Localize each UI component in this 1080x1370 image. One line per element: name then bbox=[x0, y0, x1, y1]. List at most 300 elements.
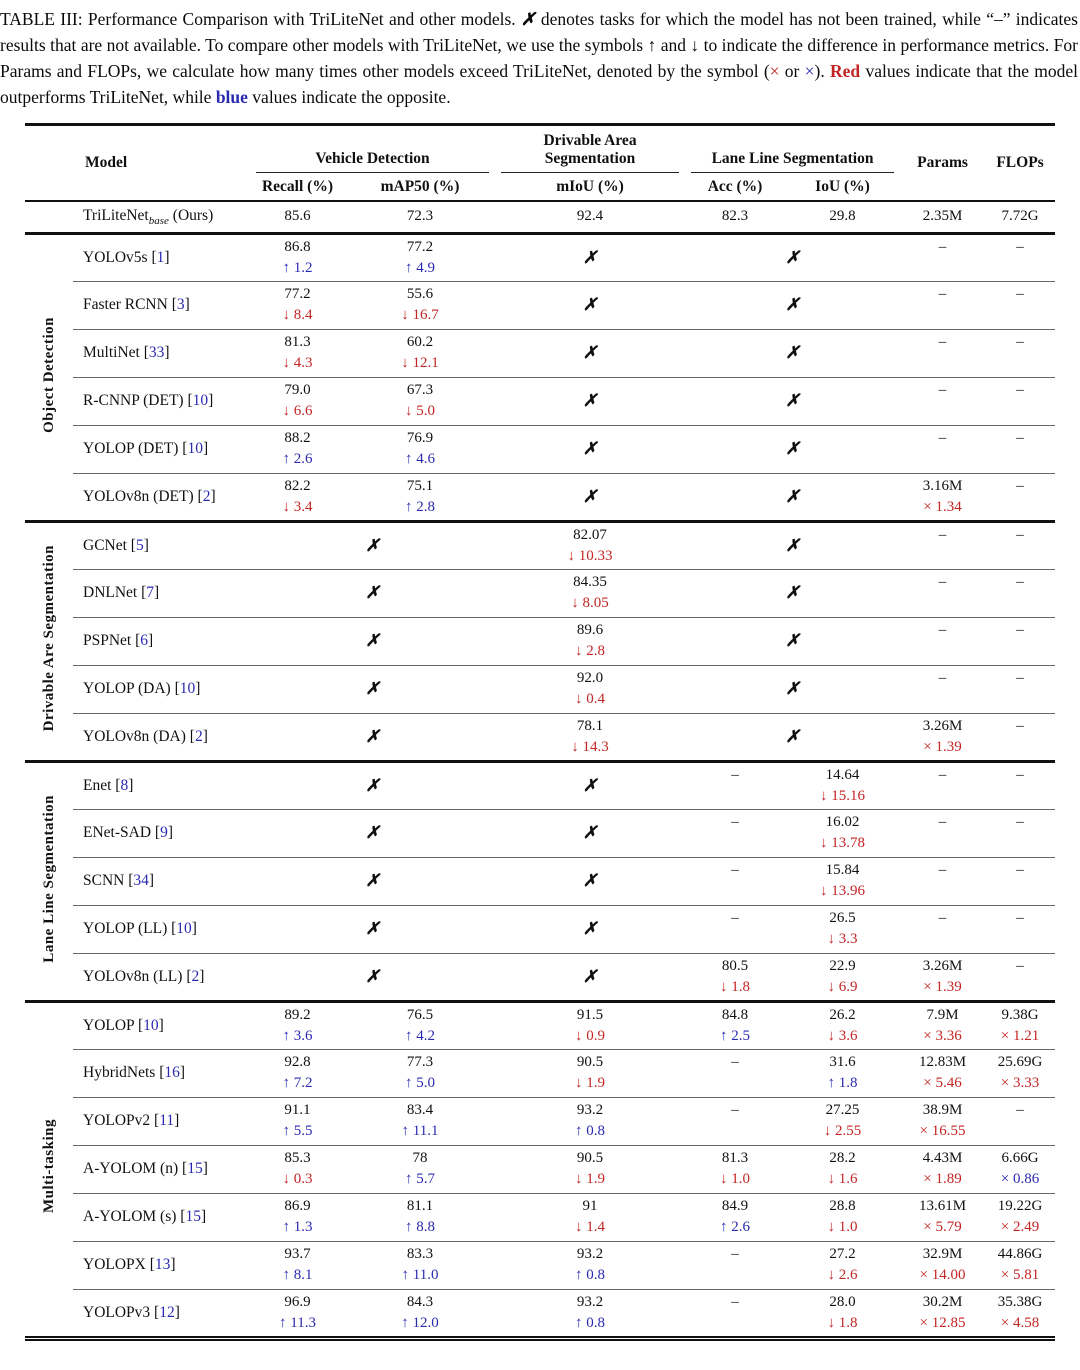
citation-ref: 5 bbox=[135, 536, 144, 554]
metric-value: 93.7 bbox=[284, 1246, 311, 1262]
col-header-miou: mIoU (%) bbox=[556, 177, 624, 195]
metric-value: 82.07 bbox=[573, 526, 607, 543]
metric-cell bbox=[985, 425, 1055, 473]
metric-value: 25.69G bbox=[997, 1054, 1043, 1070]
model-name: GCNet bbox=[83, 536, 127, 554]
not-trained-mark: ✗ bbox=[365, 823, 380, 842]
col-header-flops: FLOPs bbox=[996, 154, 1044, 171]
metric-cell bbox=[495, 569, 685, 617]
col-header-model: Model bbox=[85, 154, 128, 171]
model-name: A-YOLOM (n) bbox=[83, 1160, 179, 1177]
citation-ref: 2 bbox=[202, 487, 211, 505]
model-name-cell: YOLOP [10] bbox=[83, 1016, 164, 1034]
metric-cell bbox=[495, 665, 685, 713]
metric-cell bbox=[900, 953, 985, 1001]
model-name: YOLOPv2 bbox=[83, 1112, 151, 1129]
metric-value: 3.26M bbox=[922, 717, 963, 734]
metric-value: 85.3 bbox=[284, 1150, 311, 1166]
metric-cell bbox=[345, 425, 495, 473]
metric-diff: ↑ 2.6 bbox=[282, 451, 313, 467]
metric-cell bbox=[900, 377, 985, 425]
metric-value: – bbox=[938, 622, 947, 638]
row-group-label bbox=[25, 761, 73, 1001]
metric-cell bbox=[985, 1145, 1055, 1193]
metric-diff: ↑ 11.0 bbox=[401, 1267, 439, 1283]
metric-diff: ↓ 15.16 bbox=[820, 787, 866, 804]
row-group-label-text: Drivable Are Segmentation bbox=[40, 545, 57, 732]
metric-value: 78 bbox=[412, 1150, 428, 1166]
caption-segment: denotes tasks for which the model has not been trained, while “–” indicates results that are not available. To compare other models with TriLiteNet, we use the symbols ↑ and ↓ to indicate the difference in performance metrics. For Params and FLOPs, we calculate how many times other models exceed TriLiteNet, denoted by the symbol ( bbox=[0, 9, 1078, 81]
metric-value: – bbox=[1016, 430, 1024, 446]
table-row bbox=[25, 713, 1055, 761]
metric-cell bbox=[785, 857, 900, 905]
model-name-cell: A-YOLOM (s) [15] bbox=[83, 1208, 207, 1225]
metric-value: 84.8 bbox=[721, 1006, 749, 1023]
metric-cell bbox=[985, 1097, 1055, 1145]
table-row bbox=[25, 809, 1055, 857]
row-group-label bbox=[25, 233, 73, 521]
metric-cell bbox=[900, 201, 985, 233]
model-name-cell: YOLOv8n (DET) [2] bbox=[83, 487, 216, 505]
metric-value: 90.5 bbox=[576, 1054, 604, 1070]
row-group-label bbox=[25, 201, 73, 233]
metric-value: 9.38G bbox=[1001, 1006, 1039, 1023]
metric-cell bbox=[495, 617, 685, 665]
metric-cell bbox=[495, 1001, 685, 1049]
not-trained-mark: ✗ bbox=[365, 583, 380, 602]
table-row bbox=[25, 953, 1055, 1001]
metric-value: 3.26M bbox=[922, 957, 963, 974]
not-trained-mark: ✗ bbox=[365, 871, 380, 890]
citation-ref: 1 bbox=[156, 248, 165, 266]
metric-value: 85.6 bbox=[284, 208, 311, 225]
metric-diff: × 3.36 bbox=[923, 1027, 962, 1044]
citation-ref: 34 bbox=[133, 872, 149, 889]
citation-ref: 3 bbox=[176, 296, 185, 313]
table-row bbox=[25, 1193, 1055, 1241]
metric-value: – bbox=[731, 1246, 739, 1262]
metric-diff: ↓ 12.1 bbox=[401, 355, 439, 371]
metric-cell bbox=[785, 1193, 900, 1241]
metric-value: – bbox=[731, 910, 739, 926]
table-header bbox=[25, 125, 1055, 202]
metric-cell bbox=[985, 1001, 1055, 1049]
model-name-cell: A-YOLOM (n) [15] bbox=[83, 1160, 208, 1177]
metric-cell bbox=[785, 905, 900, 953]
metric-cell bbox=[985, 953, 1055, 1001]
metric-value: 84.3 bbox=[406, 1293, 434, 1310]
metric-value: 28.8 bbox=[829, 1198, 856, 1214]
table-row bbox=[25, 905, 1055, 953]
metric-diff: ↓ 1.9 bbox=[575, 1075, 606, 1091]
metric-value: – bbox=[731, 1293, 739, 1310]
metric-value: 92.8 bbox=[284, 1054, 311, 1070]
table-row bbox=[25, 1001, 1055, 1049]
metric-diff: × 12.85 bbox=[919, 1314, 966, 1331]
metric-cell bbox=[250, 201, 345, 233]
metric-diff: ↓ 6.6 bbox=[282, 403, 313, 419]
metric-value: – bbox=[938, 334, 947, 350]
metric-value: 92.4 bbox=[576, 208, 604, 225]
metric-value: – bbox=[731, 766, 739, 783]
metric-cell bbox=[345, 377, 495, 425]
citation-ref: 10 bbox=[187, 440, 203, 457]
model-name-cell: HybridNets [16] bbox=[83, 1064, 186, 1081]
not-trained-mark: ✗ bbox=[582, 247, 598, 267]
metric-diff: ↓ 1.8 bbox=[720, 978, 751, 995]
metric-diff: ↓ 1.4 bbox=[575, 1219, 606, 1235]
model-name: Enet bbox=[83, 776, 112, 794]
metric-value: 89.2 bbox=[284, 1006, 311, 1023]
performance-table-wrap bbox=[25, 123, 1080, 1341]
metric-cell bbox=[250, 1097, 345, 1145]
metric-value: 14.64 bbox=[825, 766, 860, 783]
metric-cell bbox=[985, 1289, 1055, 1338]
table-row bbox=[25, 473, 1055, 521]
metric-diff: ↑ 11.3 bbox=[279, 1314, 316, 1331]
metric-cell bbox=[685, 1193, 785, 1241]
model-name: PSPNet bbox=[83, 632, 132, 649]
metric-cell bbox=[495, 201, 685, 233]
metric-cell bbox=[250, 233, 345, 281]
metric-cell bbox=[985, 233, 1055, 281]
not-trained-mark: ✗ bbox=[582, 343, 598, 362]
metric-diff: ↓ 6.9 bbox=[827, 978, 858, 995]
table-row bbox=[25, 1289, 1055, 1338]
metric-value: 76.9 bbox=[406, 430, 434, 446]
metric-diff: ↑ 8.1 bbox=[282, 1267, 313, 1283]
model-name: YOLOPv3 bbox=[83, 1303, 151, 1321]
col-group-vehicle-detection: Vehicle Detection bbox=[250, 125, 495, 174]
model-name-cell: R-CNNP (DET) [10] bbox=[83, 392, 214, 409]
metric-cell bbox=[495, 1241, 685, 1289]
model-name: A-YOLOM (s) bbox=[83, 1208, 177, 1225]
not-trained-mark: ✗ bbox=[785, 726, 800, 746]
metric-diff: ↑ 12.0 bbox=[401, 1314, 439, 1331]
table-row bbox=[25, 201, 1055, 233]
metric-cell bbox=[785, 1289, 900, 1338]
not-trained-mark: ✗ bbox=[365, 535, 380, 555]
metric-cell bbox=[345, 473, 495, 521]
metric-diff: ↓ 3.6 bbox=[827, 1027, 858, 1044]
metric-diff: ↓ 13.78 bbox=[820, 835, 866, 851]
metric-cell bbox=[685, 1049, 785, 1097]
metric-value: 86.9 bbox=[284, 1198, 311, 1214]
col-header-map50: mAP50 (%) bbox=[380, 177, 460, 195]
not-trained-mark: ✗ bbox=[785, 535, 800, 555]
table-row bbox=[25, 617, 1055, 665]
citation-ref: 7 bbox=[146, 584, 155, 601]
metric-diff: ↓ 1.9 bbox=[575, 1171, 606, 1187]
metric-cell bbox=[900, 1289, 985, 1338]
model-name: HybridNets bbox=[83, 1064, 156, 1081]
metric-cell bbox=[685, 1097, 785, 1145]
metric-value: 19.22G bbox=[997, 1198, 1043, 1214]
metric-cell bbox=[685, 905, 785, 953]
not-trained-mark: ✗ bbox=[582, 775, 598, 795]
not-trained-mark: ✗ bbox=[365, 631, 380, 650]
metric-diff: × 2.49 bbox=[1000, 1219, 1040, 1235]
citation-ref: 16 bbox=[164, 1064, 180, 1081]
caption-segment: values indicate that the model outperforms TriLiteNet, while bbox=[0, 61, 1079, 107]
metric-value: – bbox=[1016, 670, 1024, 686]
metric-cell bbox=[900, 761, 985, 809]
row-group-label-text: Lane Line Segmentation bbox=[40, 794, 57, 963]
metric-cell bbox=[900, 713, 985, 761]
citation-ref: 33 bbox=[148, 344, 165, 361]
metric-cell bbox=[495, 1289, 685, 1338]
metric-cell bbox=[345, 1097, 495, 1145]
metric-cell bbox=[495, 1145, 685, 1193]
metric-value: 7.9M bbox=[926, 1006, 959, 1023]
metric-cell bbox=[900, 665, 985, 713]
metric-cell bbox=[345, 1001, 495, 1049]
col-header-iou: IoU (%) bbox=[815, 177, 870, 195]
metric-value: – bbox=[731, 814, 739, 830]
model-name-cell: GCNet [5] bbox=[83, 536, 149, 554]
metric-cell bbox=[985, 1193, 1055, 1241]
model-name: SCNN bbox=[83, 872, 125, 889]
not-trained-mark: ✗ bbox=[785, 439, 800, 458]
metric-cell bbox=[985, 521, 1055, 569]
metric-value: 81.1 bbox=[406, 1198, 434, 1214]
table-row bbox=[25, 521, 1055, 569]
col-header-recall: Recall (%) bbox=[261, 177, 333, 195]
metric-diff: ↑ 5.0 bbox=[405, 1075, 435, 1091]
metric-cell bbox=[985, 201, 1055, 233]
metric-value: – bbox=[1016, 957, 1024, 974]
metric-cell bbox=[250, 1145, 345, 1193]
model-name: YOLOv5s bbox=[83, 248, 148, 266]
metric-value: 84.35 bbox=[573, 574, 607, 590]
metric-value: 93.2 bbox=[576, 1102, 604, 1118]
model-name: TriLiteNet bbox=[83, 206, 149, 224]
metric-cell bbox=[250, 1049, 345, 1097]
not-trained-mark: ✗ bbox=[785, 583, 800, 602]
citation-ref: 15 bbox=[187, 1160, 203, 1177]
metric-diff: ↑ 1.2 bbox=[282, 259, 313, 276]
metric-value: 16.02 bbox=[825, 814, 860, 830]
metric-cell bbox=[900, 425, 985, 473]
metric-cell bbox=[900, 473, 985, 521]
metric-value: 38.9M bbox=[922, 1102, 963, 1118]
metric-value: 7.72G bbox=[1001, 208, 1039, 225]
metric-cell bbox=[785, 1145, 900, 1193]
metric-value: – bbox=[938, 526, 947, 543]
metric-cell bbox=[900, 569, 985, 617]
citation-ref: 10 bbox=[176, 920, 192, 937]
metric-cell bbox=[685, 761, 785, 809]
metric-diff: ↑ 5.7 bbox=[405, 1171, 435, 1187]
not-trained-mark: ✗ bbox=[582, 486, 598, 506]
metric-diff: ↑ 4.2 bbox=[405, 1027, 435, 1044]
metric-diff: ↓ 16.7 bbox=[401, 307, 439, 323]
model-name: YOLOP (DET) bbox=[83, 440, 179, 457]
model-name: YOLOv8n (DA) bbox=[83, 727, 186, 745]
metric-cell bbox=[345, 329, 495, 377]
metric-diff: × 1.21 bbox=[1000, 1027, 1040, 1044]
metric-cell bbox=[900, 1097, 985, 1145]
row-group-label-text: Multi-tasking bbox=[40, 1119, 57, 1214]
metric-value: 81.3 bbox=[284, 334, 311, 350]
metric-cell bbox=[900, 905, 985, 953]
metric-cell bbox=[345, 1241, 495, 1289]
metric-value: 22.9 bbox=[829, 957, 856, 974]
metric-value: 79.0 bbox=[284, 382, 311, 398]
performance-comparison-table bbox=[25, 123, 1055, 1341]
table-row bbox=[25, 1049, 1055, 1097]
metric-diff: ↑ 4.9 bbox=[405, 259, 435, 276]
metric-cell bbox=[785, 201, 900, 233]
metric-value: 78.1 bbox=[576, 717, 604, 734]
table-row bbox=[25, 857, 1055, 905]
metric-cell bbox=[250, 1193, 345, 1241]
metric-value: – bbox=[1016, 1102, 1024, 1118]
metric-value: 55.6 bbox=[406, 286, 434, 302]
metric-cell bbox=[900, 1241, 985, 1289]
citation-ref: 9 bbox=[160, 824, 168, 841]
model-name-cell: TriLiteNet$_{base}$ (Ours) bbox=[83, 206, 214, 227]
metric-value: – bbox=[938, 238, 947, 255]
metric-cell bbox=[250, 329, 345, 377]
col-group-drivable-area-segmentation: Drivable Area Segmentation bbox=[495, 125, 685, 174]
caption-segment: Red bbox=[830, 61, 861, 81]
model-name: YOLOP (DA) bbox=[83, 680, 171, 697]
citation-ref: 15 bbox=[185, 1208, 201, 1225]
caption-segment: × bbox=[769, 61, 780, 81]
not-trained-mark: ✗ bbox=[365, 679, 380, 698]
metric-value: 12.83M bbox=[918, 1054, 967, 1070]
not-trained-mark: ✗ bbox=[582, 823, 598, 842]
metric-value: 77.2 bbox=[284, 286, 311, 302]
metric-cell bbox=[345, 201, 495, 233]
metric-value: – bbox=[938, 766, 947, 783]
metric-diff: ↑ 3.6 bbox=[282, 1027, 313, 1044]
metric-cell bbox=[685, 1289, 785, 1338]
metric-value: 6.66G bbox=[1001, 1150, 1039, 1166]
metric-cell bbox=[250, 425, 345, 473]
metric-cell bbox=[785, 953, 900, 1001]
metric-value: 96.9 bbox=[284, 1293, 311, 1310]
table-row bbox=[25, 1241, 1055, 1289]
model-name-cell: YOLOPX [13] bbox=[83, 1256, 176, 1273]
metric-diff: ↓ 0.3 bbox=[282, 1171, 313, 1187]
metric-cell bbox=[685, 809, 785, 857]
metric-value: – bbox=[1016, 766, 1024, 783]
metric-diff: ↑ 1.3 bbox=[282, 1219, 313, 1235]
metric-value: – bbox=[1016, 238, 1024, 255]
not-trained-mark: ✗ bbox=[785, 343, 800, 362]
metric-cell bbox=[985, 665, 1055, 713]
metric-cell bbox=[785, 1001, 900, 1049]
metric-cell bbox=[495, 1097, 685, 1145]
model-name: YOLOPX bbox=[83, 1256, 146, 1273]
caption-segment: values indicate the opposite. bbox=[247, 87, 451, 107]
metric-value: – bbox=[1016, 910, 1024, 926]
model-name-cell: MultiNet [33] bbox=[83, 344, 170, 361]
metric-value: – bbox=[1016, 814, 1024, 830]
metric-cell bbox=[495, 1193, 685, 1241]
metric-cell bbox=[985, 1049, 1055, 1097]
metric-value: 89.6 bbox=[576, 622, 604, 638]
metric-value: 31.6 bbox=[829, 1054, 856, 1070]
citation-ref: 12 bbox=[159, 1303, 175, 1321]
model-name-cell: YOLOP (DA) [10] bbox=[83, 680, 201, 697]
model-name-cell: YOLOPv2 [11] bbox=[83, 1112, 180, 1129]
metric-cell bbox=[900, 1049, 985, 1097]
metric-diff: ↑ 0.8 bbox=[575, 1267, 606, 1283]
metric-value: 28.2 bbox=[829, 1150, 856, 1166]
model-name-cell: PSPNet [6] bbox=[83, 632, 154, 649]
metric-cell bbox=[345, 281, 495, 329]
metric-cell bbox=[250, 1289, 345, 1338]
metric-cell bbox=[345, 1193, 495, 1241]
metric-diff: ↓ 0.4 bbox=[575, 691, 606, 707]
metric-value: – bbox=[1016, 334, 1024, 350]
metric-value: 29.8 bbox=[829, 208, 856, 225]
not-trained-mark: ✗ bbox=[785, 295, 800, 314]
metric-value: 2.35M bbox=[922, 208, 963, 225]
model-name: ENet-SAD bbox=[83, 824, 152, 841]
metric-cell bbox=[685, 1145, 785, 1193]
model-name-cell: YOLOP (LL) [10] bbox=[83, 920, 197, 937]
metric-value: 28.0 bbox=[829, 1293, 856, 1310]
model-name-cell: YOLOPv3 [12] bbox=[83, 1303, 180, 1321]
metric-value: 86.8 bbox=[284, 238, 311, 255]
metric-value: 92.0 bbox=[576, 670, 604, 686]
metric-value: 72.3 bbox=[406, 208, 434, 225]
model-name-cell: SCNN [34] bbox=[83, 872, 155, 889]
citation-ref: 6 bbox=[140, 632, 149, 649]
metric-cell bbox=[785, 1241, 900, 1289]
model-name-cell: ENet-SAD [9] bbox=[83, 824, 173, 841]
metric-cell bbox=[685, 201, 785, 233]
metric-diff: ↑ 5.5 bbox=[282, 1123, 313, 1139]
row-group-label bbox=[25, 521, 73, 761]
not-trained-mark: ✗ bbox=[785, 679, 800, 698]
metric-value: – bbox=[938, 670, 947, 686]
metric-diff: ↓ 0.9 bbox=[575, 1027, 606, 1044]
metric-diff: ↑ 8.8 bbox=[405, 1219, 435, 1235]
model-name-cell: Enet [8] bbox=[83, 776, 134, 794]
metric-diff: × 1.89 bbox=[923, 1171, 962, 1187]
metric-cell bbox=[900, 233, 985, 281]
citation-ref: 2 bbox=[194, 727, 203, 745]
table-row bbox=[25, 233, 1055, 281]
metric-cell bbox=[250, 1001, 345, 1049]
model-name: YOLOv8n (LL) bbox=[83, 967, 183, 985]
metric-cell bbox=[900, 1145, 985, 1193]
metric-cell bbox=[345, 1049, 495, 1097]
table-caption bbox=[0, 0, 1080, 110]
metric-value: 77.3 bbox=[406, 1054, 434, 1070]
metric-cell bbox=[985, 473, 1055, 521]
metric-cell bbox=[985, 857, 1055, 905]
not-trained-mark: ✗ bbox=[365, 966, 380, 986]
metric-cell bbox=[250, 1241, 345, 1289]
metric-value: 80.5 bbox=[721, 957, 749, 974]
metric-value: 83.3 bbox=[406, 1246, 434, 1262]
metric-cell bbox=[985, 617, 1055, 665]
citation-ref: 8 bbox=[120, 776, 129, 794]
metric-value: 4.43M bbox=[922, 1150, 963, 1166]
metric-diff: × 1.39 bbox=[923, 738, 962, 755]
metric-value: 90.5 bbox=[576, 1150, 604, 1166]
metric-value: 82.3 bbox=[721, 208, 749, 225]
metric-value: 27.2 bbox=[829, 1246, 856, 1262]
table-row bbox=[25, 1145, 1055, 1193]
model-name: YOLOP bbox=[83, 1016, 135, 1034]
